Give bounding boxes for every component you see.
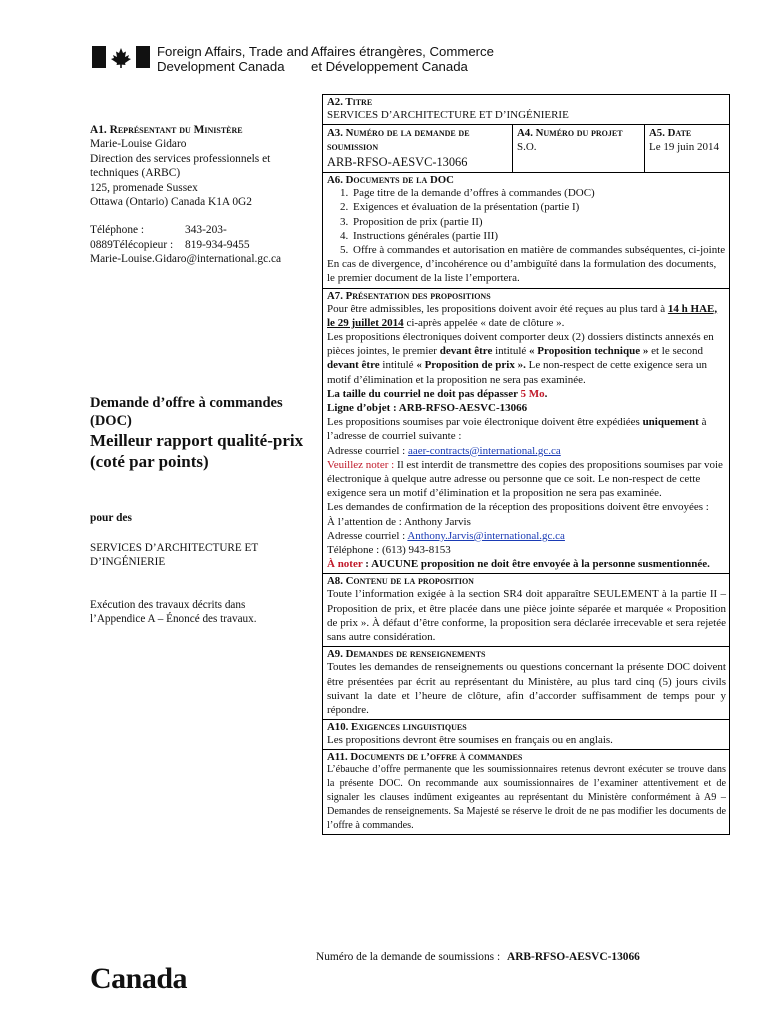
canada-wordmark: Canada <box>90 962 188 995</box>
departmental-representative <box>90 123 310 267</box>
a2-value: SERVICES D’ARCHITECTURE ET D’INGÉNIERIE <box>327 109 569 121</box>
doc-title-line4: (coté par points) <box>90 452 209 471</box>
a7-text: Les propositions électroniques doivent comporter deux (2) dossiers distincts annexés en pièces jointes, le premier <box>327 331 714 358</box>
fax-row <box>90 238 310 252</box>
contact-email-link[interactable]: Anthony.Jarvis@international.gc.ca <box>407 529 565 542</box>
a3-title: A3. Numéro de la demande de soumission <box>327 127 470 154</box>
a7-text: Le non-respect de cette exigence sera un motif d’élimination et la proposition ne sera pas examinée. <box>327 359 707 386</box>
a9-text: Toutes les demandes de renseignements ou questions concernant la présente DOC doivent être présentées par écrit au représentant du Ministère, au plus tard cinq (5) jours civils suivant la date et l’heure de clôture, afin d’accorder suffisamment de temps pour y répondre. <box>327 661 726 716</box>
a7-text: ci-après appelée « date de clôture ». <box>406 316 565 329</box>
list-item: 3. Proposition de prix (partie II) <box>351 215 726 229</box>
list-item: 5. Offre à commandes et autorisation en matière de commandes subséquentes, ci-jointe <box>351 243 726 257</box>
footer-ref-value: ARB-RFSO-AESVC-13066 <box>506 951 640 963</box>
a6-document-list <box>327 186 726 257</box>
phone-value: 343-203- <box>185 224 227 237</box>
fax-value: 819-934-9455 <box>185 238 250 251</box>
contact-line: Ottawa (Ontario) Canada K1A 0G2 <box>90 196 252 209</box>
a5-cell <box>645 125 729 172</box>
department-en-line2: Development Canada <box>157 59 285 74</box>
submission-email-link[interactable]: aaer-contracts@international.gc.ca <box>407 444 561 457</box>
a6-note: En cas de divergence, d’incohérence ou d’ambiguïté dans la formulation des documents, le premier document de la liste l’emportera. <box>327 258 717 285</box>
a7-emphasis: devant être <box>439 345 493 358</box>
department-name-fr <box>311 44 494 74</box>
a7-delivery-paragraph <box>327 415 726 443</box>
contact-line: Marie-Louise Gidaro <box>90 138 187 151</box>
pour-des-label: pour des <box>90 512 132 524</box>
rfso-form-table <box>322 94 730 835</box>
department-fr-line1: Affaires étrangères, Commerce <box>311 44 494 59</box>
closing-deadline: 14 h HAE, le 29 juillet 2014 <box>327 302 718 329</box>
a7-emphasis: devant être <box>327 359 380 372</box>
a7-text: Il est interdit de transmettre des copies des propositions soumises par voie électronique à quelque autre adresse ou personne que ce soit. Le non-respect de cette exigence sera un motif d’élimination et la proposition ne sera pas examinée. <box>327 458 723 500</box>
a4-value: S.O. <box>517 141 537 154</box>
phone-cont-fax-label: 0889Télécopieur : <box>90 238 174 251</box>
a3-a5-row <box>323 125 729 173</box>
a7-text: Adresse courriel : <box>327 529 406 542</box>
execution-note <box>90 598 310 627</box>
a7-deadline-paragraph <box>327 302 726 330</box>
email-subject-line: Ligne d’objet : ARB-RFSO-AESVC-13066 <box>327 402 528 415</box>
a7-text: : AUCUNE proposition ne doit être envoyée à la personne susmentionnée. <box>365 558 710 571</box>
a7-text: à l’adresse de courriel suivante : <box>327 416 707 443</box>
a7-warning-paragraph <box>327 458 726 501</box>
a7-confirmation-paragraph: Les demandes de confirmation de la réception des propositions doivent être envoyées : <box>327 501 709 514</box>
a4-cell <box>513 125 645 172</box>
a1-title: A1. Représentant du Ministère <box>90 124 243 136</box>
a7-text: La taille du courriel ne doit pas dépasser <box>327 387 518 400</box>
a11-section <box>323 750 729 834</box>
a2-title: A2. Titre <box>327 96 373 108</box>
a7-text: Adresse courriel : <box>327 444 406 457</box>
a7-attachments-paragraph <box>327 330 726 387</box>
a8-text: Toute l’information exigée à la section SR4 doit apparaître SEULEMENT à la partie II – Proposition de prix, et être placée dans une pièce jointe séparée et marquée « Proposition de prix ». À défaut d’être conforme, la proposition sera déclarée irrecevable et sera rejetée sans autre considération. <box>327 588 726 644</box>
a7-text: intitulé <box>495 345 527 358</box>
contact-line: techniques (ARBC) <box>90 167 181 180</box>
services-line2: D’INGÉNIERIE <box>90 556 166 569</box>
doc-title-line3: Meilleur rapport qualité-prix <box>90 431 304 450</box>
contact-line: Direction des services professionnels et <box>90 152 271 165</box>
a7-text: Pour être admissibles, les propositions doivent avoir été reçues au plus tard à <box>327 302 666 315</box>
attention-line: À l’attention de : Anthony Jarvis <box>327 515 471 528</box>
services-line1: SERVICES D’ARCHITECTURE ET <box>90 542 259 554</box>
size-limit-value: 5 Mo <box>520 387 545 400</box>
footer-ref-label: Numéro de la demande de soumissions : <box>316 951 501 963</box>
a7-final-note <box>327 557 726 571</box>
department-en-line1: Foreign Affairs, Trade and <box>157 44 309 59</box>
a7-emphasis: uniquement <box>642 416 699 429</box>
a7-text: Les propositions soumises par voie électronique doivent être expédiées <box>327 416 640 429</box>
a7-emphasis: « Proposition de prix ». <box>416 359 526 372</box>
contact-phone: Téléphone : (613) 943-8153 <box>327 544 451 557</box>
a9-section <box>323 647 729 720</box>
a2-section <box>323 95 729 125</box>
a5-title: A5. Date <box>649 127 692 140</box>
department-fr-line2: et Développement Canada <box>311 59 468 74</box>
a8-section <box>323 574 729 647</box>
services-description <box>90 541 310 570</box>
a9-title: A9. Demandes de renseignements <box>327 648 486 661</box>
a7-text: et le second <box>651 345 704 358</box>
a6-title: A6. Documents de la DOC <box>327 174 454 187</box>
a7-title: A7. Présentation des propositions <box>327 289 491 302</box>
a10-section <box>323 720 729 750</box>
warning-label: Veuillez noter : <box>327 458 395 471</box>
email-size-limit <box>327 387 726 401</box>
a7-section <box>323 289 729 575</box>
representative-email[interactable]: Marie-Louise.Gidaro@international.gc.ca <box>90 253 282 266</box>
document-title <box>90 394 312 472</box>
doc-title-line1: Demande d’offre à commandes <box>90 395 283 411</box>
canada-flag-icon <box>92 46 150 68</box>
contact-line: 125, promenade Sussex <box>90 181 198 194</box>
warning-label: À noter <box>327 558 363 571</box>
phone-row <box>90 223 310 237</box>
list-item: 2. Exigences et évaluation de la présentation (partie I) <box>351 200 726 214</box>
department-name-en <box>157 44 309 74</box>
a7-emphasis: « Proposition technique » <box>529 345 649 358</box>
a7-text: intitulé <box>382 359 414 372</box>
a7-text: . <box>544 387 548 400</box>
footer-reference <box>316 951 640 963</box>
doc-title-line2: (DOC) <box>90 413 132 429</box>
a4-title: A4. Numéro du projet <box>517 127 623 140</box>
a6-section <box>323 173 729 288</box>
a10-text: Les propositions devront être soumises en français ou en anglais. <box>327 734 613 747</box>
execution-line1: Exécution des travaux décrits dans <box>90 599 246 611</box>
a8-title: A8. Contenu de la proposition <box>327 575 474 588</box>
a10-title: A10. Exigences linguistiques <box>327 721 467 734</box>
a5-value: Le 19 juin 2014 <box>649 141 719 154</box>
execution-line2: l’Appendice A – Énoncé des travaux. <box>90 613 257 626</box>
list-item: 1. Page titre de la demande d’offres à commandes (DOC) <box>351 186 726 200</box>
a11-title: A11. Documents de l’offre à commandes <box>327 751 523 764</box>
list-item: 4. Instructions générales (partie III) <box>351 229 726 243</box>
submission-email-row <box>327 444 726 458</box>
a11-text: L’ébauche d’offre permanente que les soumissionnaires retenus devront exécuter se trouve dans la présente DOC. On recommande aux soumissionnaires de l’examiner attentivement et de signaler les clauses indûment exigeantes au représentant du Ministère conformément à A9 – Demandes de renseignements. Sa Majesté se réserve le droit de ne pas modifier les documents de l’offre à commandes. <box>327 764 726 831</box>
a3-cell <box>323 125 513 172</box>
contact-email-row <box>327 529 726 543</box>
phone-label: Téléphone : <box>90 224 145 237</box>
a3-value: ARB-RFSO-AESVC-13066 <box>327 155 468 170</box>
